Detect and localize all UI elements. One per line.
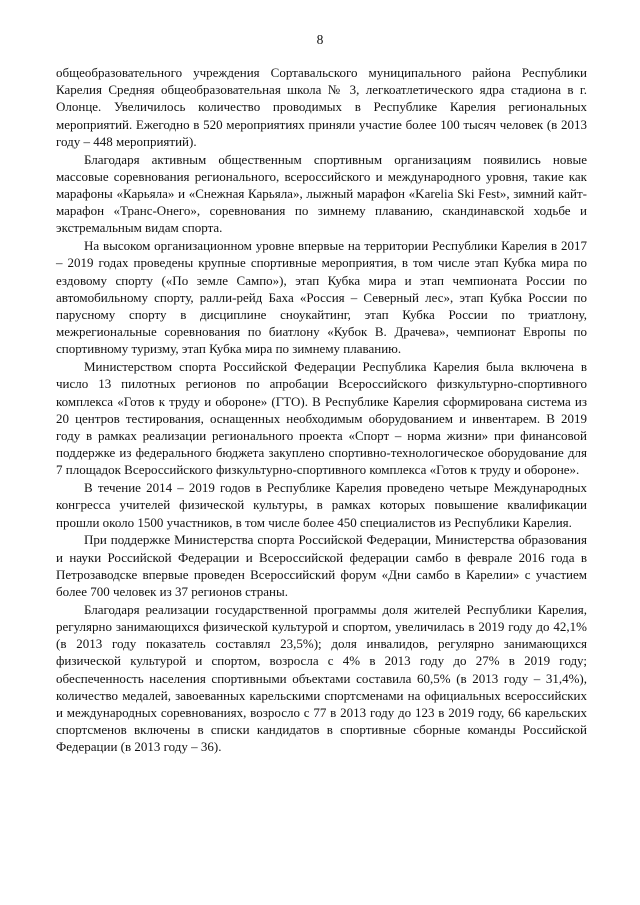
paragraph-sambo-forum: При поддержке Министерства спорта Российской Федерации, Министерства образования и науки Российской Федерации и Всероссийской федерации самбо в феврале 2016 года в Петрозаводске впервые проведен Всероссийский форум «Дни самбо в Карелии» с участием более 700 человек из 37 регионов страны. [56,532,587,600]
document-body [56,64,587,756]
paragraph-gto-complex: Министерством спорта Российской Федерации Республика Карелия была включена в число 13 пилотных регионов по апробации Всероссийского физкультурно-спортивного комплекса «Готов к труду и обороне» (ГТО). В Республике Карелия сформирована система из 20 центров тестирования, оснащенных необходимым оборудованием и инвентарем. В 2019 году в рамках реализации регионального проекта «Спорт – норма жизни» при финансовой поддержке из федерального бюджета закуплено спортивно-технологическое оборудование для 7 площадок Всероссийского физкультурно-спортивного комплекса «Готов к труду и обороне». [56,359,587,478]
paragraph-continuation: общеобразовательного учреждения Сортавальского муниципального района Республики Карелия Средняя общеобразовательная школа № 3, легкоатлетического ядра стадиона в г. Олонце. Увеличилось количество проводимых в Республике Карелия региональных мероприятий. Ежегодно в 520 мероприятиях приняли участие более 100 тысяч человек (в 2013 году – 448 мероприятий). [56,65,587,149]
paragraph-new-competitions: Благодаря активным общественным спортивным организациям появились новые массовые соревнования регионального, всероссийского и международного уровня, такие как марафоны «Карьяла» и «Снежная Карьяла», лыжный марафон «Karelia Ski Fest», зимний кайт-марафон «Транс-Онего», соревнования по зимнему плаванию, скандинавской ходьбе и экстремальным видам спорта. [56,151,587,236]
paragraph-major-events: На высоком организационном уровне впервые на территории Республики Карелия в 2017 – 2019 годах проведены крупные спортивные мероприятия, в том числе этап Кубка мира по ездовому спорту («По земле Сампо»), этап Кубка мира и этап чемпионата России по автомобильному спорту, ралли-рейд Баха «Россия – Северный лес», этап Кубка России по парусному спорту в дисциплине сноукайтинг, этап Кубка России по триатлону, межрегиональные соревнования по биатлону «Кубок В. Драчева», чемпионат Европы по спортивному туризму, этап Кубка мира по зимнему плаванию. [56,238,587,357]
paragraph-teacher-congresses: В течение 2014 – 2019 годов в Республике Карелия проведено четыре Международных конгресса учителей физической культуры, в рамках которых повышение квалификации прошли около 1500 участников, в том числе более 450 специалистов из Республики Карелия. [56,480,587,530]
page-number: 8 [316,32,324,47]
paragraph-program-results: Благодаря реализации государственной программы доля жителей Республики Карелия, регулярно занимающихся физической культурой и спортом, увеличилась в 2019 году до 42,1% (в 2013 году показатель составлял 23,5%); доля инвалидов, регулярно занимающихся физической культурой и спортом, возросла с 4% в 2013 году до 27% в 2019 году; обеспеченность населения спортивными объектами составила 60,5% (в 2013 году – 31,4%), количество медалей, завоеванных карельскими спортсменами на официальных всероссийских и международных соревнованиях, возросло с 77 в 2013 году до 123 в 2019 году, 66 карельских спортсменов включены в списки кандидатов в спортивные сборные команды Российской Федерации (в 2013 году – 36). [56,601,587,755]
